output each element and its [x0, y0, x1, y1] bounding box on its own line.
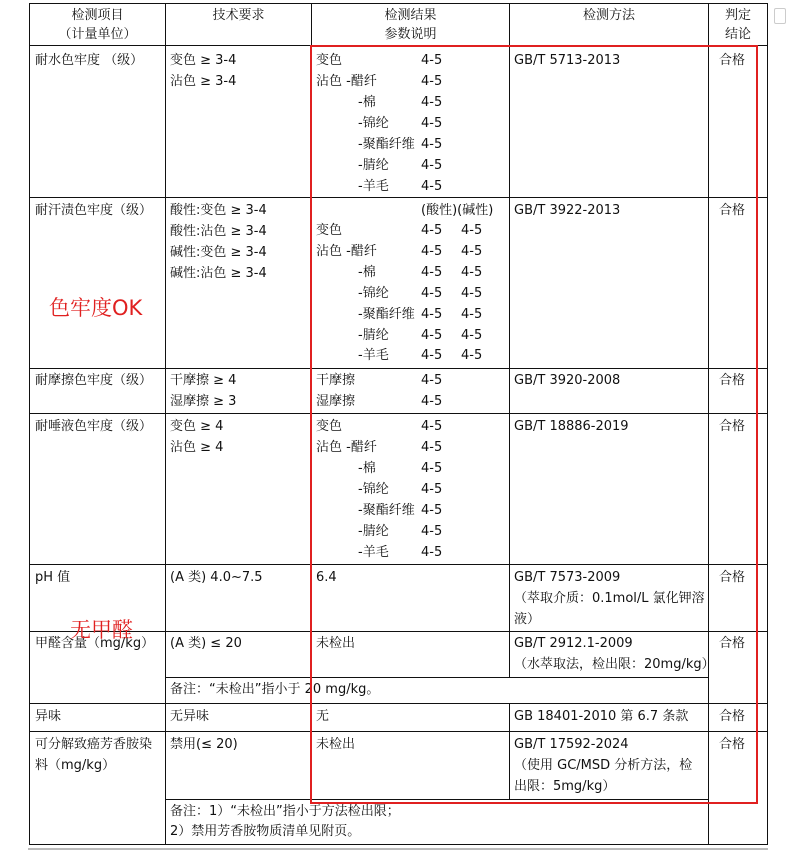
req-line: 无异味: [170, 709, 210, 724]
method-text: GB/T 5713-2013: [514, 53, 621, 68]
item-formaldehyde: 甲醛含量（mg/kg）: [35, 636, 155, 651]
req-line: 干摩擦 ≥ 4: [170, 373, 237, 388]
req-line: 变色 ≥ 4: [170, 419, 224, 434]
result-label: -聚酯纤维: [358, 307, 415, 322]
result-value: 无: [316, 709, 330, 724]
result-label: -锦纶: [358, 482, 389, 497]
annotation-color-fastness-ok: 色牢度OK: [49, 296, 143, 320]
verdict-pass: 合格: [719, 419, 746, 434]
result-value-alkali: 4-5: [461, 328, 483, 343]
item-sweat-fastness: 耐汗渍色牢度（级）: [35, 203, 153, 218]
note-formaldehyde: 备注：“未检出”指小于 20 mg/kg。: [170, 682, 380, 697]
req-line: 酸性:沾色 ≥ 3-4: [170, 224, 267, 239]
result-label: -聚酯纤维: [358, 503, 415, 518]
result-value-acid: 4-5: [421, 244, 443, 259]
result-value: 4-5: [421, 440, 443, 455]
note-azo: 2）禁用芳香胺物质清单见附页。: [170, 824, 361, 839]
result-label: 干摩擦: [316, 373, 356, 388]
result-value: 6.4: [316, 570, 337, 585]
table-border-left: [29, 3, 30, 845]
result-value: 4-5: [421, 503, 443, 518]
req-line: 碱性:变色 ≥ 3-4: [170, 245, 267, 260]
method-text: GB/T 3920-2008: [514, 373, 621, 388]
req-line: 沾色 ≥ 3-4: [170, 74, 237, 89]
note-azo: 备注：1）“未检出”指小于方法检出限；: [170, 804, 400, 819]
method-text: 出限：5mg/kg）: [514, 779, 616, 794]
result-value-acid: 4-5: [421, 307, 443, 322]
scrollbar-thumb[interactable]: [774, 8, 786, 24]
method-text: GB/T 18886-2019: [514, 419, 629, 434]
annotation-no-formaldehyde: 无甲醛: [70, 618, 133, 642]
result-value-acid: 4-5: [421, 328, 443, 343]
item-water-fastness: 耐水色牢度 （级）: [35, 53, 144, 68]
result-value: 4-5: [421, 158, 443, 173]
column-divider: [165, 3, 166, 845]
result-label: 湿摩擦: [316, 394, 356, 409]
header-item: 检测项目: [71, 8, 124, 23]
header-result: 检测结果: [384, 8, 437, 23]
result-label: 沾色 -醋纤: [316, 74, 377, 89]
result-label: -羊毛: [358, 179, 389, 194]
header-item-unit: （计量单位）: [58, 27, 137, 42]
method-text: GB 18401-2010 第 6.7 条款: [514, 709, 689, 724]
result-value-alkali: 4-5: [461, 307, 483, 322]
result-value: 未检出: [316, 737, 356, 752]
result-value-alkali: 4-5: [461, 348, 483, 363]
req-line: 沾色 ≥ 4: [170, 440, 224, 455]
result-label: 沾色 -醋纤: [316, 440, 377, 455]
table-border-right: [767, 3, 768, 845]
req-line: 湿摩擦 ≥ 3: [170, 394, 237, 409]
verdict-pass: 合格: [719, 203, 746, 218]
method-text: （水萃取法，检出限：20mg/kg）: [514, 657, 715, 672]
verdict-pass: 合格: [719, 570, 746, 585]
result-label: -聚酯纤维: [358, 137, 415, 152]
verdict-pass: 合格: [719, 636, 746, 651]
header-requirement: 技术要求: [212, 8, 265, 23]
item-ph: pH 值: [35, 570, 71, 585]
result-label: 变色: [316, 53, 343, 68]
result-label: -腈纶: [358, 158, 389, 173]
result-label: -棉: [358, 461, 376, 476]
result-value: 4-5: [421, 524, 443, 539]
method-text: GB/T 2912.1-2009: [514, 636, 633, 651]
header-verdict-2: 结论: [724, 27, 751, 42]
item-odor: 异味: [35, 709, 62, 724]
result-value: 4-5: [421, 482, 443, 497]
table-border-bottom: [29, 844, 768, 845]
result-label: -棉: [358, 265, 376, 280]
verdict-pass: 合格: [719, 709, 746, 724]
result-label: -羊毛: [358, 348, 389, 363]
result-value: 4-5: [421, 137, 443, 152]
result-label: -棉: [358, 95, 376, 110]
req-line: 禁用(≤ 20): [170, 737, 238, 752]
req-line: (A 类) ≤ 20: [170, 636, 242, 651]
result-value-acid: 4-5: [421, 223, 443, 238]
result-label: -羊毛: [358, 545, 389, 560]
result-value: 4-5: [421, 545, 443, 560]
req-line: 变色 ≥ 3-4: [170, 53, 237, 68]
result-value: 4-5: [421, 74, 443, 89]
result-label: 沾色 -醋纤: [316, 244, 377, 259]
header-verdict: 判定: [724, 8, 751, 23]
result-subheader: (酸性)(碱性): [421, 203, 494, 218]
result-value-acid: 4-5: [421, 265, 443, 280]
verdict-pass: 合格: [719, 737, 746, 752]
method-text: GB/T 3922-2013: [514, 203, 621, 218]
result-value: 4-5: [421, 394, 443, 409]
method-text: （萃取介质：0.1mol/L 氯化钾溶: [514, 591, 705, 606]
result-label: -腈纶: [358, 328, 389, 343]
method-text: （使用 GC/MSD 分析方法，检: [514, 758, 693, 773]
result-value: 未检出: [316, 636, 356, 651]
result-value: 4-5: [421, 53, 443, 68]
result-value: 4-5: [421, 461, 443, 476]
item-saliva-fastness: 耐唾液色牢度（级）: [35, 419, 153, 434]
req-line: (A 类) 4.0~7.5: [170, 570, 263, 585]
result-value-acid: 4-5: [421, 348, 443, 363]
header-result-note: 参数说明: [384, 27, 437, 42]
red-highlight-box: [310, 45, 758, 804]
result-label: 变色: [316, 419, 343, 434]
result-value: 4-5: [421, 95, 443, 110]
item-rub-fastness: 耐摩擦色牢度（级）: [35, 373, 153, 388]
result-value: 4-5: [421, 419, 443, 434]
req-line: 碱性:沾色 ≥ 3-4: [170, 266, 267, 281]
result-value: 4-5: [421, 179, 443, 194]
result-value: 4-5: [421, 116, 443, 131]
method-text: GB/T 17592-2024: [514, 737, 629, 752]
result-value-alkali: 4-5: [461, 223, 483, 238]
req-line: 酸性:变色 ≥ 3-4: [170, 203, 267, 218]
result-value-alkali: 4-5: [461, 286, 483, 301]
verdict-pass: 合格: [719, 373, 746, 388]
method-text: 液）: [514, 612, 541, 627]
header-method: 检测方法: [582, 8, 635, 23]
horizontal-scrollbar[interactable]: [28, 848, 768, 850]
result-value-acid: 4-5: [421, 286, 443, 301]
verdict-pass: 合格: [719, 53, 746, 68]
result-label: -腈纶: [358, 524, 389, 539]
result-value-alkali: 4-5: [461, 265, 483, 280]
result-label: -锦纶: [358, 116, 389, 131]
item-azo-dyes: 可分解致癌芳香胺染: [35, 737, 153, 752]
item-azo-dyes-unit: 料（mg/kg）: [35, 758, 116, 773]
result-value-alkali: 4-5: [461, 244, 483, 259]
result-label: -锦纶: [358, 286, 389, 301]
result-value: 4-5: [421, 373, 443, 388]
result-label: 变色: [316, 223, 343, 238]
table-border-top: [29, 3, 768, 4]
method-text: GB/T 7573-2009: [514, 570, 621, 585]
